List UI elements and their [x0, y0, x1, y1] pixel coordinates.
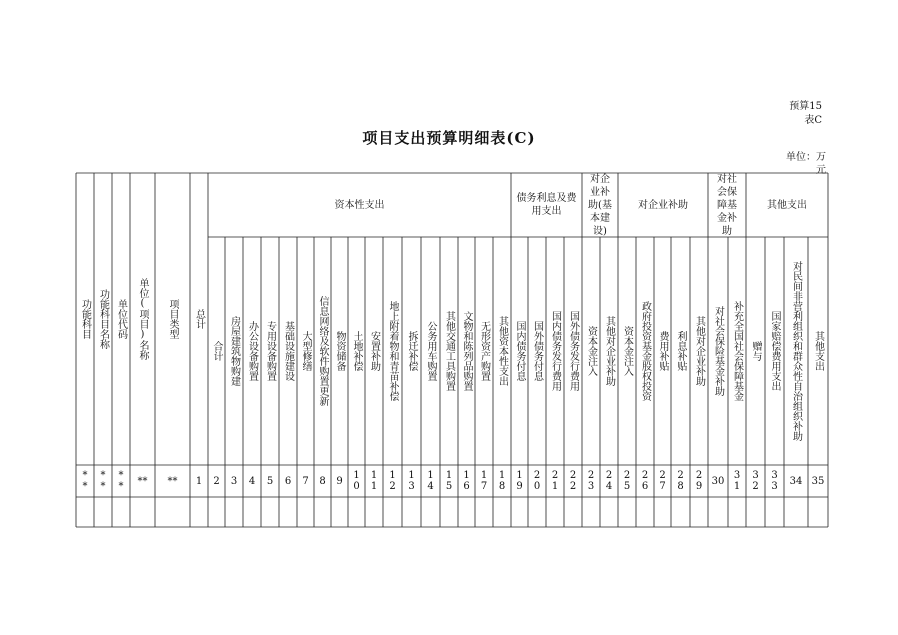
- sub-header: [261, 237, 279, 465]
- sub-header: [493, 237, 511, 465]
- index-cell-text: 13: [406, 470, 417, 492]
- sub-header-text: 安置补助: [368, 331, 380, 371]
- index-cell-text: 25: [621, 470, 633, 492]
- index-cell-text: 32: [750, 470, 761, 492]
- unit-label-cont: 元: [816, 165, 826, 176]
- index-cell-text: 3: [230, 475, 238, 487]
- index-cell-text: 20: [531, 470, 543, 492]
- index-cell: [297, 465, 314, 497]
- unit-label: 单位：万: [786, 152, 826, 163]
- left-header: [112, 173, 130, 465]
- index-cell: [76, 465, 94, 497]
- sub-header-text: 基础设施建设: [282, 321, 294, 381]
- sub-header: [808, 237, 828, 465]
- index-cell: [708, 465, 728, 497]
- index-cell: [112, 465, 130, 497]
- index-cell-text: 12: [387, 470, 398, 492]
- index-cell-text: 23: [585, 470, 597, 492]
- sub-header: [421, 237, 440, 465]
- index-cell: [261, 465, 279, 497]
- sub-header: [511, 237, 528, 465]
- sub-header-text: 其他支出: [812, 331, 824, 371]
- sub-header-text: 对社会保险基金补助: [712, 306, 724, 396]
- index-cell-text: 2: [213, 475, 220, 487]
- sub-header: [784, 237, 808, 465]
- left-header-text: 总计: [193, 309, 205, 329]
- sub-header: [475, 237, 493, 465]
- sub-header: [365, 237, 383, 465]
- sub-header: [728, 237, 746, 465]
- index-cell: [458, 465, 475, 497]
- index-cell-text: 8: [319, 475, 326, 487]
- index-cell: [475, 465, 493, 497]
- index-cell: [600, 465, 618, 497]
- group-header: [511, 173, 582, 237]
- group-header-text: 其他支出: [767, 199, 807, 211]
- sub-header-text: 办公设备购置: [246, 321, 258, 381]
- index-cell-text: 21: [549, 470, 561, 492]
- sub-header-text: 赠与: [750, 341, 761, 361]
- index-cell-text: 33: [769, 470, 780, 492]
- index-cell: [421, 465, 440, 497]
- index-cell: [636, 465, 654, 497]
- index-cell: [402, 465, 421, 497]
- sub-header: [564, 237, 582, 465]
- sub-header: [225, 237, 243, 465]
- index-cell-text: 27: [657, 470, 668, 492]
- group-header-text: 债务利息及费用支出: [516, 193, 577, 217]
- sub-header: [746, 237, 765, 465]
- sub-header-text: 资本金注入: [585, 326, 597, 376]
- index-cell-text: 22: [567, 470, 579, 492]
- index-cell-text: **: [167, 475, 178, 487]
- index-cell-text: 18: [496, 470, 508, 492]
- left-header: [94, 173, 112, 465]
- sub-header: [297, 237, 314, 465]
- sub-header-text: 其他对企业补助: [693, 316, 705, 386]
- index-cell-text: **: [115, 470, 127, 492]
- index-cell: [511, 465, 528, 497]
- page-title: 项目支出预算明细表(C): [362, 129, 536, 147]
- sub-header: [671, 237, 690, 465]
- index-cell: [582, 465, 600, 497]
- sub-header: [348, 237, 365, 465]
- index-cell: [208, 465, 225, 497]
- sub-header-text: 对民间非营利组织和群众性自治组织补助: [790, 261, 802, 441]
- group-header-text: 对社会保障基金补助: [717, 173, 737, 237]
- sub-header-text: 国内债务付息: [514, 321, 525, 381]
- sub-header-text: 专用设备购置: [264, 321, 276, 381]
- index-cell-text: **: [79, 470, 91, 492]
- left-header-text: 功能科目: [79, 299, 91, 339]
- index-cell-text: 24: [603, 470, 615, 492]
- index-cell: [190, 465, 208, 497]
- group-header-text: 资本性支出: [334, 199, 385, 211]
- sub-header: [528, 237, 546, 465]
- left-header-text: 单位(项目)名称: [137, 278, 148, 360]
- sub-header: [440, 237, 458, 465]
- index-cell: [654, 465, 671, 497]
- sub-header: [331, 237, 348, 465]
- sub-header-text: 其他交通工具购置: [443, 311, 455, 391]
- index-cell: [808, 465, 828, 497]
- sub-header-text: 房屋建筑物购建: [228, 316, 240, 386]
- sub-header: [402, 237, 421, 465]
- sub-header-text: 无形资产购置: [478, 321, 490, 381]
- sub-header-text: 其他资本性支出: [496, 316, 508, 386]
- sub-header: [618, 237, 636, 465]
- left-header: [155, 173, 190, 465]
- index-cell: [279, 465, 297, 497]
- index-cell: [690, 465, 708, 497]
- index-cell: [243, 465, 261, 497]
- sub-header-text: 资本金注入: [621, 326, 633, 376]
- index-cell-text: 16: [461, 470, 472, 492]
- sub-header-text: 信息网络及软件购置更新: [317, 296, 328, 406]
- left-header-text: 项目类型: [167, 299, 178, 339]
- table-code: 表C: [804, 115, 822, 126]
- index-cell: [383, 465, 402, 497]
- index-cell-text: 26: [639, 470, 651, 492]
- index-cell: [528, 465, 546, 497]
- index-cell-text: 29: [693, 470, 705, 492]
- left-header-text: 单位代码: [115, 299, 127, 339]
- sub-header: [208, 237, 225, 465]
- index-cell-text: 28: [675, 470, 686, 492]
- sub-header: [314, 237, 331, 465]
- group-header: [618, 173, 708, 237]
- group-header: [208, 173, 511, 237]
- group-header-text: 对企业补助(基本建设): [588, 173, 612, 237]
- sub-header-text: 合计: [211, 341, 222, 361]
- index-cell: [493, 465, 511, 497]
- index-cell: [314, 465, 331, 497]
- index-cell: [155, 465, 190, 497]
- sub-header-text: 地上附着物和青苗补偿: [387, 301, 398, 401]
- sub-header: [765, 237, 784, 465]
- index-cell-text: 19: [514, 470, 525, 492]
- index-cell-text: **: [97, 470, 109, 492]
- index-cell-text: 30: [711, 475, 725, 487]
- sub-header: [708, 237, 728, 465]
- sub-header: [243, 237, 261, 465]
- sub-header-text: 物资储备: [334, 331, 345, 371]
- index-cell: [765, 465, 784, 497]
- sub-header: [654, 237, 671, 465]
- index-cell-text: 7: [302, 475, 309, 487]
- index-cell: [440, 465, 458, 497]
- sub-header-text: 政府投资基金股权投资: [639, 301, 651, 401]
- index-cell-text: 4: [248, 475, 256, 487]
- form-code: 预算15: [789, 101, 822, 112]
- index-cell: [94, 465, 112, 497]
- index-cell-text: 9: [336, 475, 343, 487]
- sub-header-text: 文物和陈列品购置: [461, 311, 472, 391]
- sub-header: [582, 237, 600, 465]
- sub-header-text: 利息补贴: [675, 331, 686, 371]
- index-cell: [546, 465, 564, 497]
- index-cell: [671, 465, 690, 497]
- sub-header-text: 补充全国社会保障基金: [731, 301, 743, 401]
- sub-header: [636, 237, 654, 465]
- index-cell-text: 14: [425, 470, 436, 492]
- left-header: [130, 173, 155, 465]
- left-header: [76, 173, 94, 465]
- index-cell: [365, 465, 383, 497]
- index-cell-text: 10: [351, 470, 362, 492]
- index-cell-text: 31: [731, 470, 743, 492]
- sub-header: [383, 237, 402, 465]
- group-header: [746, 173, 828, 237]
- sub-header-text: 费用补贴: [657, 331, 668, 371]
- index-cell-text: 15: [443, 470, 455, 492]
- sub-header-text: 国外债务付息: [531, 321, 543, 381]
- left-header-text: 功能科目名称: [97, 289, 109, 349]
- index-cell: [618, 465, 636, 497]
- index-cell-text: 11: [368, 470, 380, 492]
- index-cell-text: 1: [195, 475, 203, 487]
- index-cell-text: 34: [789, 475, 803, 487]
- sub-header-text: 拆迁补偿: [406, 331, 417, 371]
- sub-header: [546, 237, 564, 465]
- index-cell: [784, 465, 808, 497]
- index-cell: [331, 465, 348, 497]
- sub-header: [458, 237, 475, 465]
- index-cell-text: **: [137, 475, 148, 487]
- group-header: [708, 173, 746, 237]
- sub-header-text: 国内债务发行费用: [549, 311, 561, 391]
- group-header: [582, 173, 618, 237]
- sub-header: [279, 237, 297, 465]
- sub-header: [600, 237, 618, 465]
- index-cell: [130, 465, 155, 497]
- sub-header-text: 公务用车购置: [425, 321, 436, 381]
- sub-header-text: 大型修缮: [300, 331, 311, 371]
- index-cell: [728, 465, 746, 497]
- index-cell: [746, 465, 765, 497]
- index-cell-text: 6: [284, 475, 292, 487]
- index-cell: [225, 465, 243, 497]
- index-cell-text: 5: [266, 475, 274, 487]
- sub-header-text: 其他对企业补助: [603, 316, 615, 386]
- index-cell: [348, 465, 365, 497]
- sub-header-text: 土地补偿: [351, 331, 362, 371]
- sub-header-text: 国家赔偿费用支出: [769, 311, 780, 391]
- group-header-text: 对企业补助: [638, 199, 688, 211]
- sub-header: [690, 237, 708, 465]
- index-cell: [564, 465, 582, 497]
- index-cell-text: 17: [478, 470, 490, 492]
- sub-header-text: 国外债务发行费用: [567, 311, 579, 391]
- index-cell-text: 35: [811, 475, 825, 487]
- left-header: [190, 173, 208, 465]
